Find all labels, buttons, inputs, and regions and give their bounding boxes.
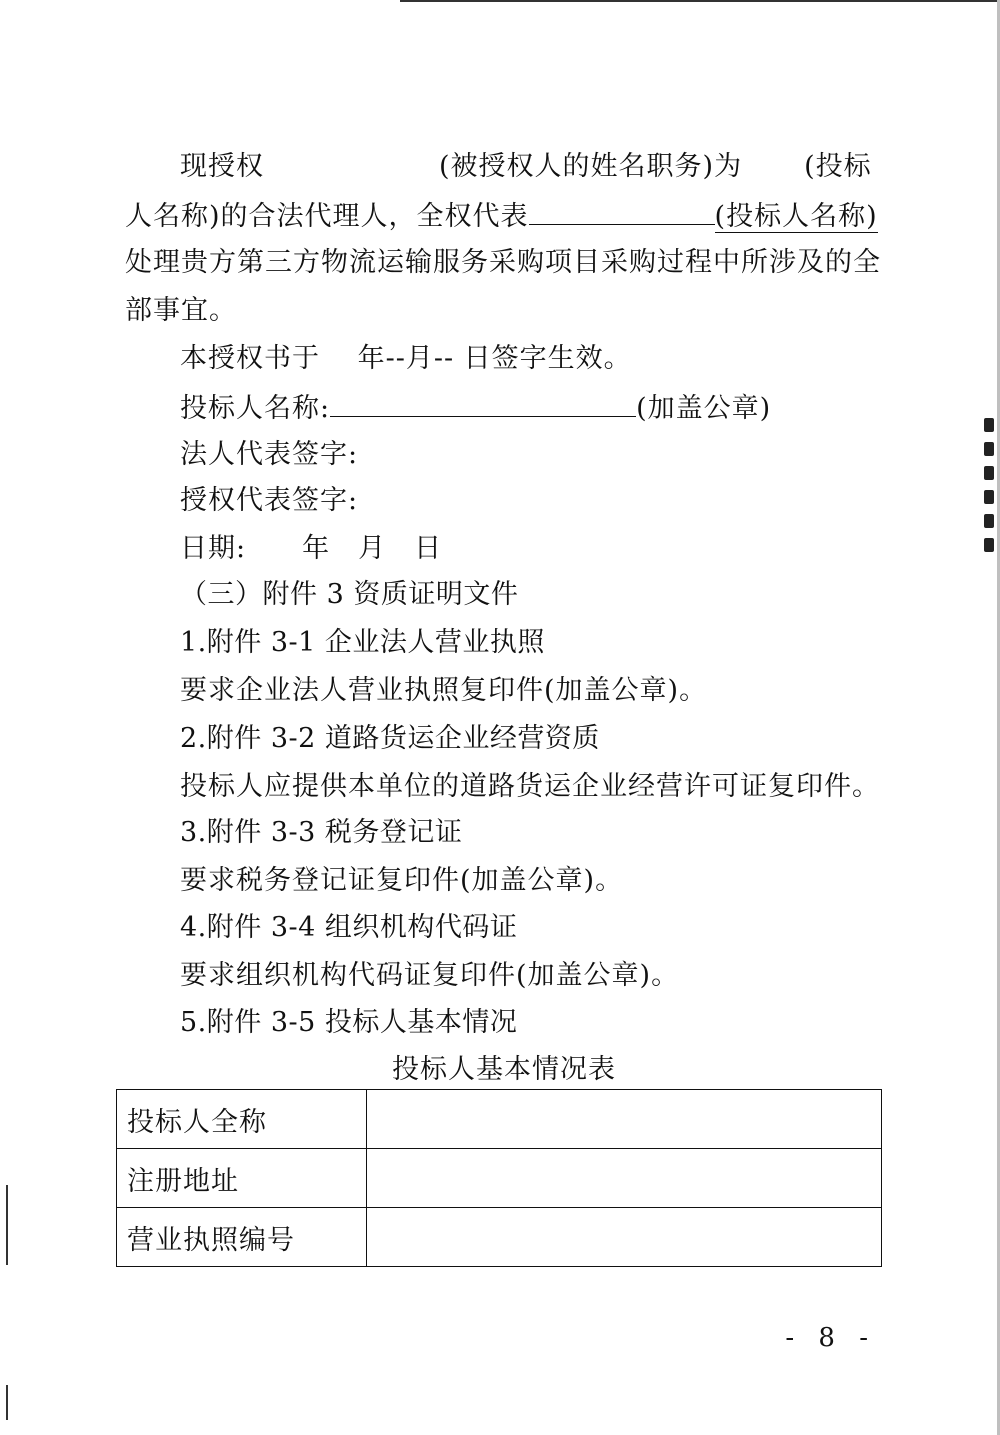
attachment-2-title: 2.附件 3-2 道路货运企业经营资质 (180, 723, 600, 754)
authorized-representative-sign: 授权代表签字: (180, 485, 359, 516)
effective-date-line: 本授权书于 年--月-- 日签字生效。 (180, 343, 632, 374)
attachment-2-desc: 投标人应提供本单位的道路货运企业经营许可证复印件。 (180, 771, 880, 802)
attachment-4-title: 4.附件 3-4 组织机构代码证 (180, 912, 518, 943)
auth-line-1 (180, 150, 872, 184)
bidder-info-table (116, 1089, 882, 1267)
attachment-1-title: 1.附件 3-1 企业法人营业执照 (180, 627, 545, 658)
bidder-name-suffix: (加盖公章) (636, 393, 772, 424)
table-row (117, 1208, 882, 1267)
scan-mark-left-bottom (6, 1385, 8, 1420)
legal-representative-sign: 法人代表签字: (180, 439, 359, 470)
bleed-through-marks (982, 410, 996, 590)
attachment-3-title: 3.附件 3-3 税务登记证 (180, 817, 463, 848)
bidder-name-line (180, 390, 771, 426)
auth-line-2 (125, 198, 878, 234)
auth-line-1-suffix: (投标 (804, 151, 872, 182)
bidder-name-label: 投标人名称: (180, 393, 331, 424)
table-row (117, 1090, 882, 1149)
attachments-heading: （三）附件 3 资质证明文件 (180, 579, 519, 610)
auth-line-1-prefix: 现授权 (180, 151, 264, 182)
bidder-full-name-field[interactable] (367, 1090, 882, 1149)
attachment-5-title: 5.附件 3-5 投标人基本情况 (180, 1007, 518, 1038)
scan-mark-left (6, 1185, 8, 1265)
auth-line-1-middle: (被授权人的姓名职务)为 (439, 151, 743, 182)
representative-blank[interactable] (529, 198, 715, 225)
auth-line-4: 部事宜。 (125, 295, 237, 326)
bidder-name-underlined: (投标人名称) (714, 201, 878, 232)
bidder-name-blank[interactable] (330, 390, 636, 417)
attachment-3-desc: 要求税务登记证复印件(加盖公章)。 (180, 865, 624, 896)
auth-line-3: 处理贵方第三方物流运输服务采购项目采购过程中所涉及的全 (125, 247, 881, 278)
page-number: - 8 - (785, 1323, 876, 1353)
registered-address-field[interactable] (367, 1149, 882, 1208)
table-label-cell: 投标人全称 (117, 1090, 367, 1149)
table-label-cell: 注册地址 (117, 1149, 367, 1208)
auth-line-2-prefix: 人名称)的合法代理人，全权代表 (125, 201, 529, 232)
table-title: 投标人基本情况表 (392, 1054, 616, 1085)
table-label-cell: 营业执照编号 (117, 1208, 367, 1267)
attachment-4-desc: 要求组织机构代码证复印件(加盖公章)。 (180, 960, 680, 991)
date-line: 日期: 年 月 日 (180, 533, 443, 564)
attachment-1-desc: 要求企业法人营业执照复印件(加盖公章)。 (180, 675, 708, 706)
license-number-field[interactable] (367, 1208, 882, 1267)
scan-edge-top (400, 0, 1000, 2)
table-row (117, 1149, 882, 1208)
